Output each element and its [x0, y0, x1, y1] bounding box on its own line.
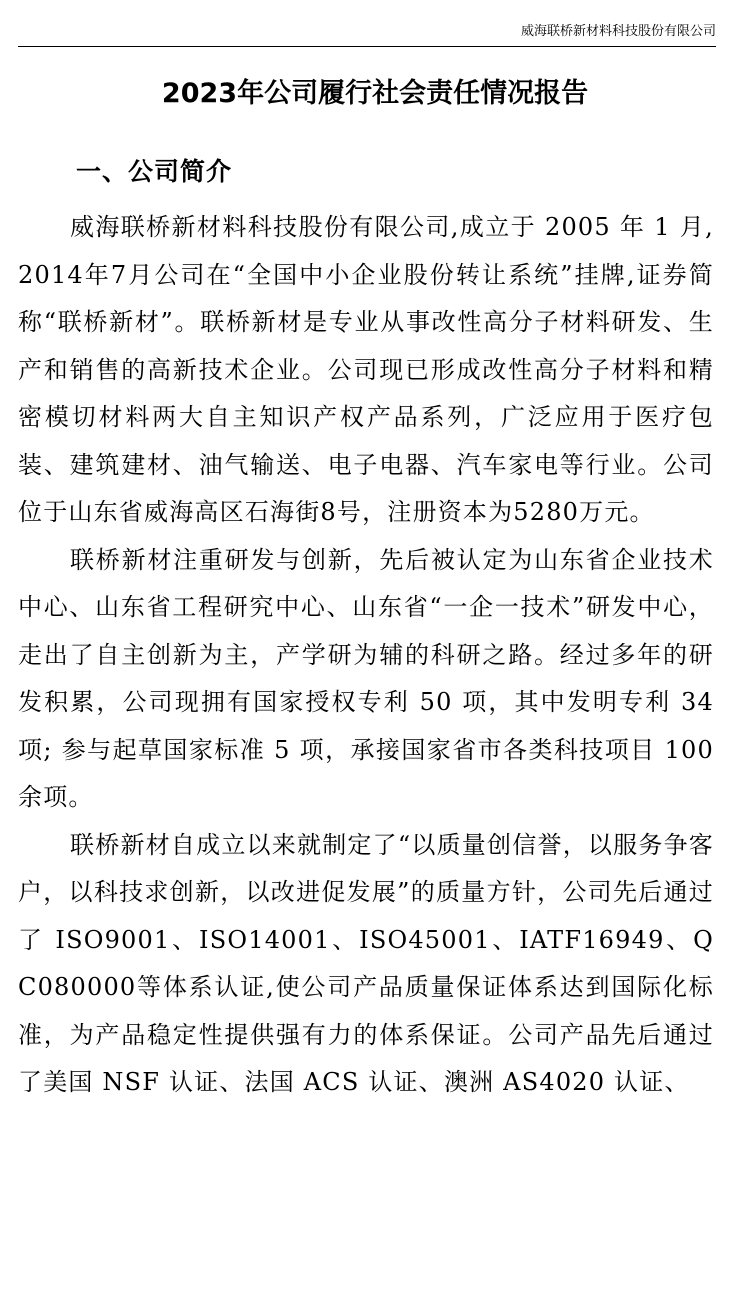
header-company-name: 威海联桥新材料科技股份有限公司 [520, 24, 716, 39]
paragraph-company-intro: 威海联桥新材料科技股份有限公司,成立于 2005 年 1 月,2014年7月公司在“全国中小企业股份转让系统”挂牌,证券简称“联桥新材”。联桥新材是专业从事改性高分子材料研发、生产和销售的高新技术企业。公司现已形成改性高分子材料和精密模切材料两大自主知识产权产品系列，广泛应用于医疗包装、建筑建材、油气输送、电子电器、汽车家电等行业。公司位于山东省威海高区石海街8号，注册资本为5280万元。 [18, 213, 714, 526]
paragraph-quality-policy: 联桥新材自成立以来就制定了“以质量创信誉，以服务争客户，以科技求创新，以改进促发展”的质量方针，公司先后通过了 ISO9001、ISO14001、ISO45001、IATF16949、QC080000等体系认证,使公司产品质量保证体系达到国际化标准，为产品稳定性提供强有力的体系保证。公司产品先后通过了美国 NSF 认证、法国 ACS 认证、澳洲 AS4020 认证、 [18, 830, 714, 1096]
document-title: 2023年公司履行社会责任情况报告 [161, 78, 589, 109]
document-body [18, 204, 714, 1107]
section-heading-company-profile: 一、公司简介 [76, 157, 233, 186]
page-header [18, 22, 716, 47]
paragraph-research-innovation: 联桥新材注重研发与创新，先后被认定为山东省企业技术中心、山东省工程研究中心、山东省“一企一技术”研发中心，走出了自主创新为主，产学研为辅的科研之路。经过多年的研发积累，公司现拥有国家授权专利 50 项，其中发明专利 34 项; 参与起草国家标准 5 项，承接国家省市各类科技项目 100 余项。 [18, 545, 714, 811]
